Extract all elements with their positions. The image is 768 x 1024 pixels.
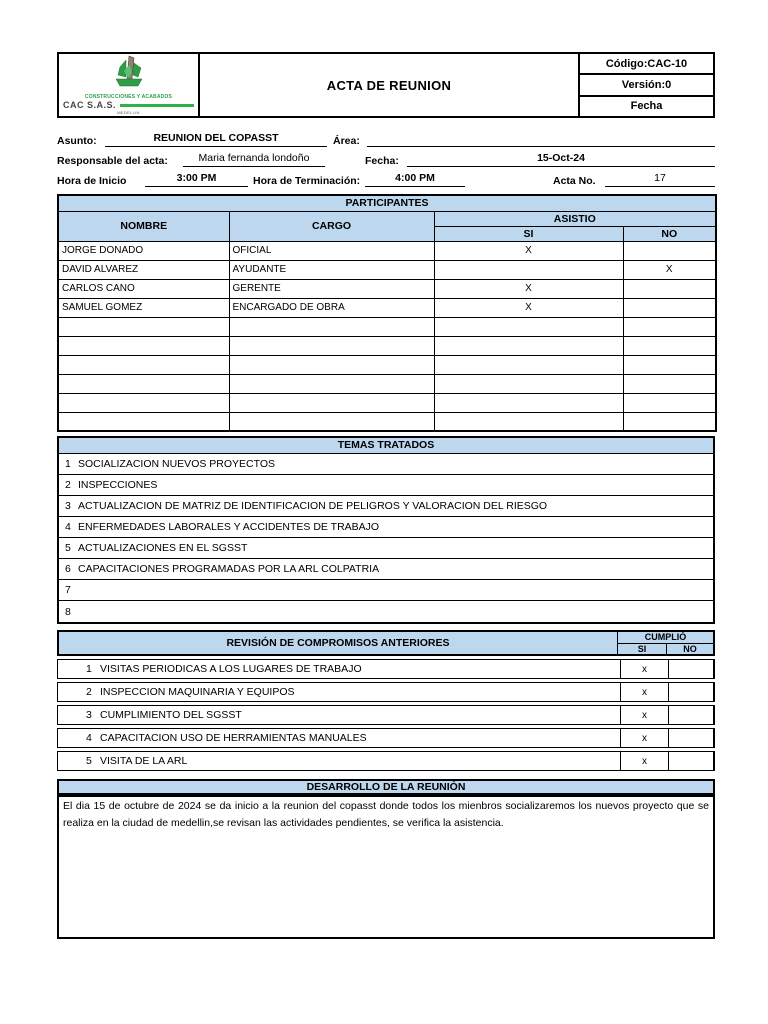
compromiso-text-cell	[58, 752, 621, 770]
compromiso-number: 1	[86, 663, 92, 675]
compromiso-text-cell	[58, 660, 621, 678]
fecha-label: Fecha:	[365, 155, 399, 167]
participante-cargo	[229, 412, 434, 431]
cumplio-si-mark: x	[621, 729, 669, 747]
asistio-no-mark	[623, 279, 716, 298]
compromiso-text: INSPECCION MAQUINARIA Y EQUIPOS	[100, 686, 295, 698]
tema-number: 7	[65, 584, 71, 596]
cumplio-si-mark: x	[621, 752, 669, 770]
cumplio-si-mark: x	[621, 660, 669, 678]
asistio-si-mark	[434, 355, 623, 374]
logo-green-bar	[120, 104, 194, 107]
tema-row	[59, 475, 713, 496]
asistio-no-mark	[623, 241, 716, 260]
tema-text: ENFERMEDADES LABORALES Y ACCIDENTES DE TRABAJO	[78, 521, 380, 533]
asistio-no-mark	[623, 393, 716, 412]
participante-row	[58, 374, 716, 393]
participante-nombre	[58, 355, 229, 374]
area-value	[367, 146, 715, 147]
cumplio-header: CUMPLIÓ	[618, 632, 713, 644]
document-page	[57, 52, 715, 939]
cumplio-no-mark	[669, 729, 714, 747]
desarrollo-box	[57, 795, 715, 939]
cumplio-no-header: NO	[667, 644, 713, 655]
participante-row	[58, 260, 716, 279]
acta-no-label: Acta No.	[553, 175, 596, 187]
participante-cargo	[229, 393, 434, 412]
tema-row	[59, 580, 713, 601]
compromiso-number: 3	[86, 709, 92, 721]
asistio-no-mark	[623, 355, 716, 374]
compromiso-text: CAPACITACION USO DE HERRAMIENTAS MANUALES	[100, 732, 367, 744]
participantes-table	[57, 194, 717, 432]
participante-nombre	[58, 393, 229, 412]
participante-nombre	[58, 317, 229, 336]
participante-row	[58, 279, 716, 298]
participante-nombre: DAVID ALVAREZ	[58, 260, 229, 279]
compromiso-text: VISITAS PERIODICAS A LOS LUGARES DE TRABAJO	[100, 663, 362, 675]
tema-number: 6	[65, 563, 71, 575]
tree-logo-icon	[112, 55, 146, 94]
participante-row	[58, 241, 716, 260]
tema-text: ACTUALIZACIONES EN EL SGSST	[78, 542, 248, 554]
asunto-label: Asunto:	[57, 135, 97, 147]
asistio-si-mark	[434, 374, 623, 393]
document-version: Versión:0	[580, 75, 713, 96]
tema-row	[59, 454, 713, 475]
desarrollo-title: DESARROLLO DE LA REUNIÓN	[57, 779, 715, 795]
asistio-si-mark	[434, 393, 623, 412]
compromiso-text-cell	[58, 729, 621, 747]
participante-nombre	[58, 374, 229, 393]
participante-cargo: ENCARGADO DE OBRA	[229, 298, 434, 317]
compromiso-row	[57, 751, 715, 771]
cumplio-si-mark: x	[621, 706, 669, 724]
tema-number: 4	[65, 521, 71, 533]
compromiso-row	[57, 682, 715, 702]
cumplio-si-mark: x	[621, 683, 669, 701]
desarrollo-section	[57, 779, 715, 939]
document-date-label: Fecha	[630, 100, 663, 113]
tema-number: 1	[65, 458, 71, 470]
asistio-no-mark	[623, 298, 716, 317]
compromiso-text: VISITA DE LA ARL	[100, 755, 188, 767]
col-header-si: SI	[434, 226, 623, 241]
participante-row	[58, 393, 716, 412]
cumplio-no-mark	[669, 706, 714, 724]
participante-nombre: CARLOS CANO	[58, 279, 229, 298]
participante-cargo: AYUDANTE	[229, 260, 434, 279]
responsable-value: Maria fernanda londoño	[183, 151, 325, 167]
area-label: Área:	[333, 135, 360, 147]
form-row-responsable	[57, 147, 715, 167]
asistio-si-mark	[434, 412, 623, 431]
tema-number: 2	[65, 479, 71, 491]
compromisos-title: REVISIÓN DE COMPROMISOS ANTERIORES	[59, 632, 618, 654]
asunto-value: REUNION DEL COPASST	[105, 131, 327, 147]
participante-row	[58, 317, 716, 336]
company-sub-text: MEDELLIN	[117, 110, 140, 115]
tema-row	[59, 517, 713, 538]
asistio-si-mark: X	[434, 241, 623, 260]
asistio-no-mark	[623, 412, 716, 431]
form-row-asunto	[57, 127, 715, 147]
company-small-name: CONSTRUCCIONES Y ACABADOS	[84, 94, 173, 100]
tema-text: ACTUALIZACION DE MATRIZ DE IDENTIFICACION DE PELIGROS Y VALORACION DEL RIESGO	[78, 500, 548, 512]
compromiso-number: 5	[86, 755, 92, 767]
meeting-info-form	[57, 127, 715, 187]
compromiso-row	[57, 659, 715, 679]
tema-text: INSPECCIONES	[78, 479, 158, 491]
compromiso-text-cell	[58, 683, 621, 701]
participante-cargo	[229, 355, 434, 374]
document-code: Código:CAC-10	[580, 54, 713, 75]
asistio-si-mark: X	[434, 298, 623, 317]
participante-row	[58, 336, 716, 355]
acta-no-value: 17	[605, 171, 715, 187]
asistio-no-mark	[623, 374, 716, 393]
asistio-no-mark	[623, 317, 716, 336]
tema-text: SOCIALIZACION NUEVOS PROYECTOS	[78, 458, 276, 470]
col-header-no: NO	[623, 226, 716, 241]
asistio-si-mark	[434, 317, 623, 336]
participante-nombre	[58, 336, 229, 355]
cumplio-no-mark	[669, 752, 714, 770]
desarrollo-text: El dia 15 de octubre de 2024 se da inicio a la reunion del copasst donde todos los mienbros socializaremos los nuevos proyecto que se realiza en la ciudad de medellin,se revisan las actividades pendientes, se verifica la asistencia.	[63, 800, 709, 829]
tema-row	[59, 538, 713, 559]
responsable-label: Responsable del acta:	[57, 155, 168, 167]
document-meta	[580, 54, 713, 116]
hora-inicio-value: 3:00 PM	[145, 171, 248, 187]
compromisos-header	[57, 630, 715, 656]
tema-row	[59, 496, 713, 517]
fecha-value: 15-Oct-24	[407, 151, 715, 167]
temas-tratados-section	[57, 436, 715, 624]
compromiso-text: CUMPLIMIENTO DEL SGSST	[100, 709, 242, 721]
participante-row	[58, 298, 716, 317]
tema-row	[59, 559, 713, 580]
participantes-title: PARTICIPANTES	[58, 195, 716, 211]
participante-nombre: SAMUEL GOMEZ	[58, 298, 229, 317]
compromisos-section	[57, 630, 715, 771]
participante-nombre: JORGE DONADO	[58, 241, 229, 260]
asistio-si-mark: X	[434, 279, 623, 298]
participante-row	[58, 355, 716, 374]
tema-number: 3	[65, 500, 71, 512]
hora-inicio-label: Hora de Inicio	[57, 175, 127, 187]
tema-number: 8	[65, 605, 71, 618]
company-name: CAC S.A.S.	[63, 100, 117, 110]
form-row-horas	[57, 167, 715, 187]
hora-fin-value: 4:00 PM	[365, 171, 465, 187]
participante-nombre	[58, 412, 229, 431]
participante-cargo: OFICIAL	[229, 241, 434, 260]
cumplio-no-mark	[669, 683, 714, 701]
document-header-table	[57, 52, 715, 118]
participante-row	[58, 412, 716, 431]
cumplio-si-header: SI	[618, 644, 667, 655]
compromiso-row	[57, 705, 715, 725]
participante-cargo	[229, 317, 434, 336]
asistio-si-mark	[434, 336, 623, 355]
col-header-asistio: ASISTIO	[434, 211, 716, 226]
compromiso-row	[57, 728, 715, 748]
compromiso-text-cell	[58, 706, 621, 724]
asistio-no-mark: X	[623, 260, 716, 279]
hora-fin-label: Hora de Terminación:	[253, 175, 361, 187]
compromiso-number: 2	[86, 686, 92, 698]
participante-cargo	[229, 374, 434, 393]
participante-cargo: GERENTE	[229, 279, 434, 298]
document-title: ACTA DE REUNION	[200, 54, 580, 116]
tema-row	[59, 601, 713, 622]
company-logo	[59, 54, 200, 116]
participante-cargo	[229, 336, 434, 355]
asistio-no-mark	[623, 336, 716, 355]
asistio-si-mark	[434, 260, 623, 279]
temas-title: TEMAS TRATADOS	[59, 438, 713, 454]
cumplio-no-mark	[669, 660, 714, 678]
col-header-nombre: NOMBRE	[58, 211, 229, 241]
compromiso-number: 4	[86, 732, 92, 744]
tema-number: 5	[65, 542, 71, 554]
tema-text: CAPACITACIONES PROGRAMADAS POR LA ARL COLPATRIA	[78, 563, 380, 575]
col-header-cargo: CARGO	[229, 211, 434, 241]
